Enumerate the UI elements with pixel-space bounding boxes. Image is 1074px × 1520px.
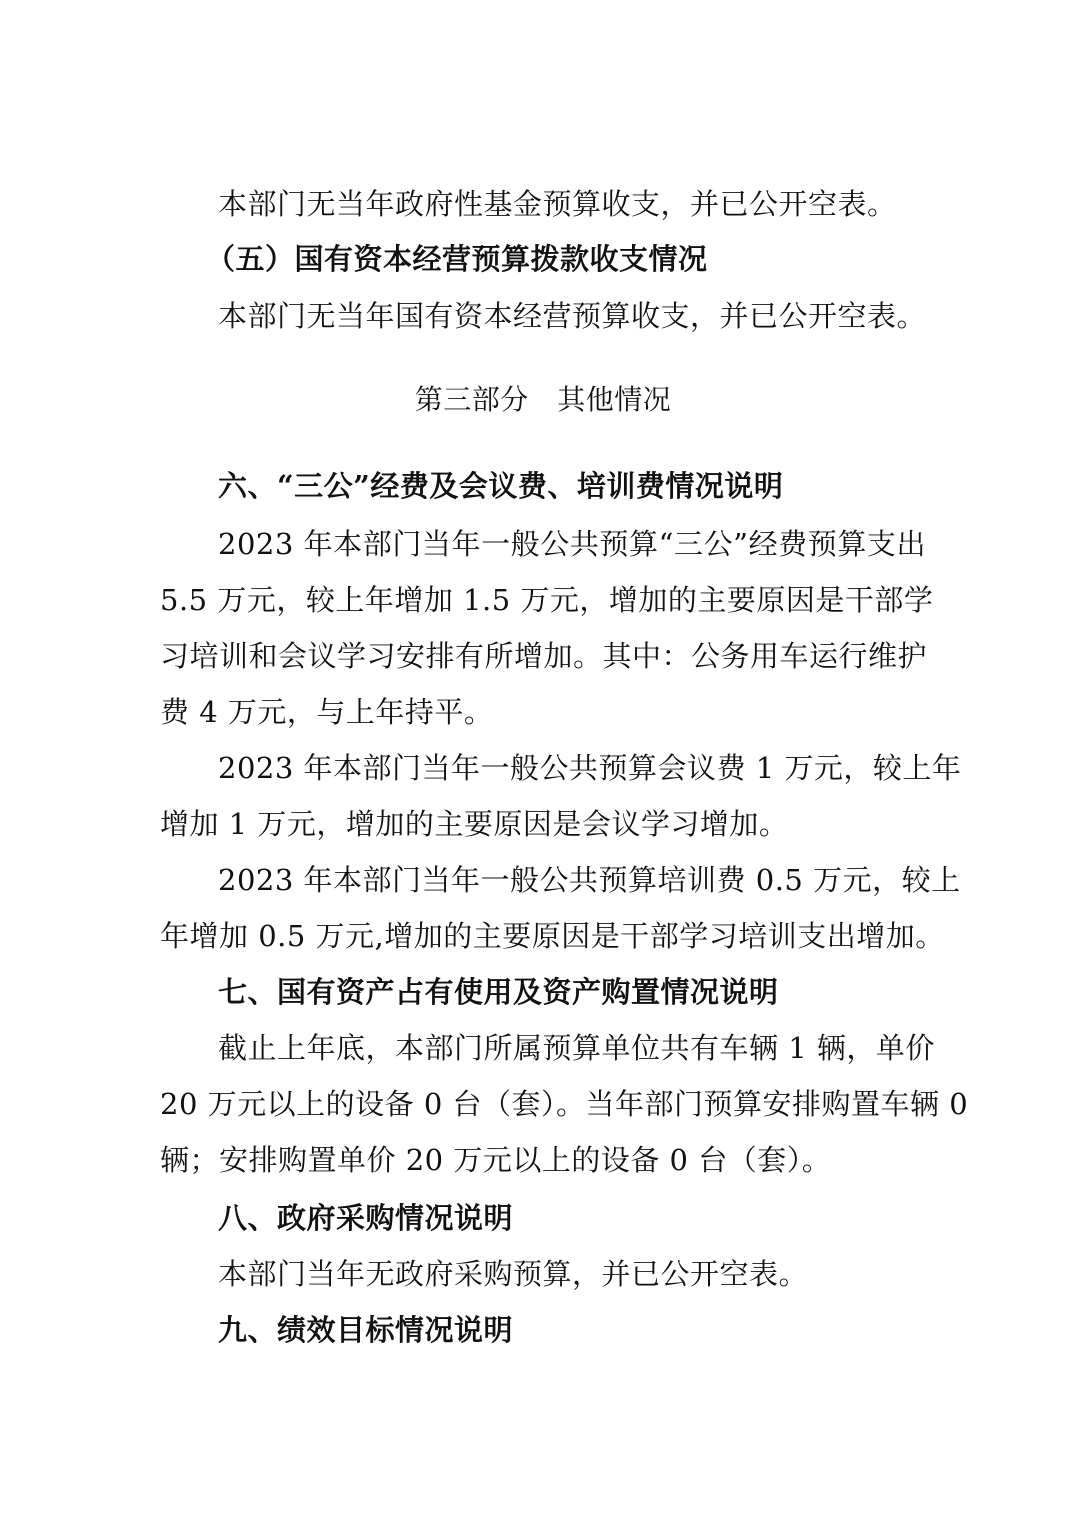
part-three-title: 第三部分 其他情况 (414, 383, 672, 416)
paragraph-training-fee-line1: 2023 年本部门当年一般公共预算培训费 0.5 万元，较上 (218, 863, 961, 897)
heading-three-public-expenses: 六、“三公”经费及会议费、培训费情况说明 (218, 469, 784, 503)
paragraph-procurement: 本部门当年无政府采购预算，并已公开空表。 (218, 1257, 809, 1291)
paragraph-three-public-line2: 5.5 万元，较上年增加 1.5 万元，增加的主要原因是干部学 (160, 583, 934, 617)
paragraph-training-fee-line2: 年增加 0.5 万元,增加的主要原因是干部学习培训支出增加。 (160, 919, 945, 953)
heading-performance-targets: 九、绩效目标情况说明 (218, 1313, 514, 1347)
heading-state-capital-budget: （五）国有资本经营预算拨款收支情况 (206, 242, 708, 276)
paragraph-assets-line1: 截止上年底，本部门所属预算单位共有车辆 1 辆，单价 (218, 1031, 935, 1065)
paragraph-assets-line2: 20 万元以上的设备 0 台（套）。当年部门预算安排购置车辆 0 (160, 1087, 969, 1121)
paragraph-three-public-line1: 2023 年本部门当年一般公共预算“三公”经费预算支出 (218, 527, 926, 561)
document-page (160, 0, 969, 1520)
paragraph-meeting-fee-line1: 2023 年本部门当年一般公共预算会议费 1 万元，较上年 (218, 751, 962, 785)
paragraph-assets-line3: 辆；安排购置单价 20 万元以上的设备 0 台（套）。 (160, 1143, 832, 1177)
paragraph-three-public-line3: 习培训和会议学习安排有所增加。其中：公务用车运行维护 (160, 639, 928, 673)
heading-state-assets: 七、国有资产占有使用及资产购置情况说明 (218, 975, 779, 1009)
paragraph-three-public-line4: 费 4 万元，与上年持平。 (160, 695, 494, 729)
paragraph-government-fund: 本部门无当年政府性基金预算收支，并已公开空表。 (218, 187, 897, 221)
paragraph-state-capital: 本部门无当年国有资本经营预算收支，并已公开空表。 (218, 299, 927, 333)
paragraph-meeting-fee-line2: 增加 1 万元，增加的主要原因是会议学习增加。 (160, 807, 789, 841)
heading-government-procurement: 八、政府采购情况说明 (218, 1201, 514, 1235)
